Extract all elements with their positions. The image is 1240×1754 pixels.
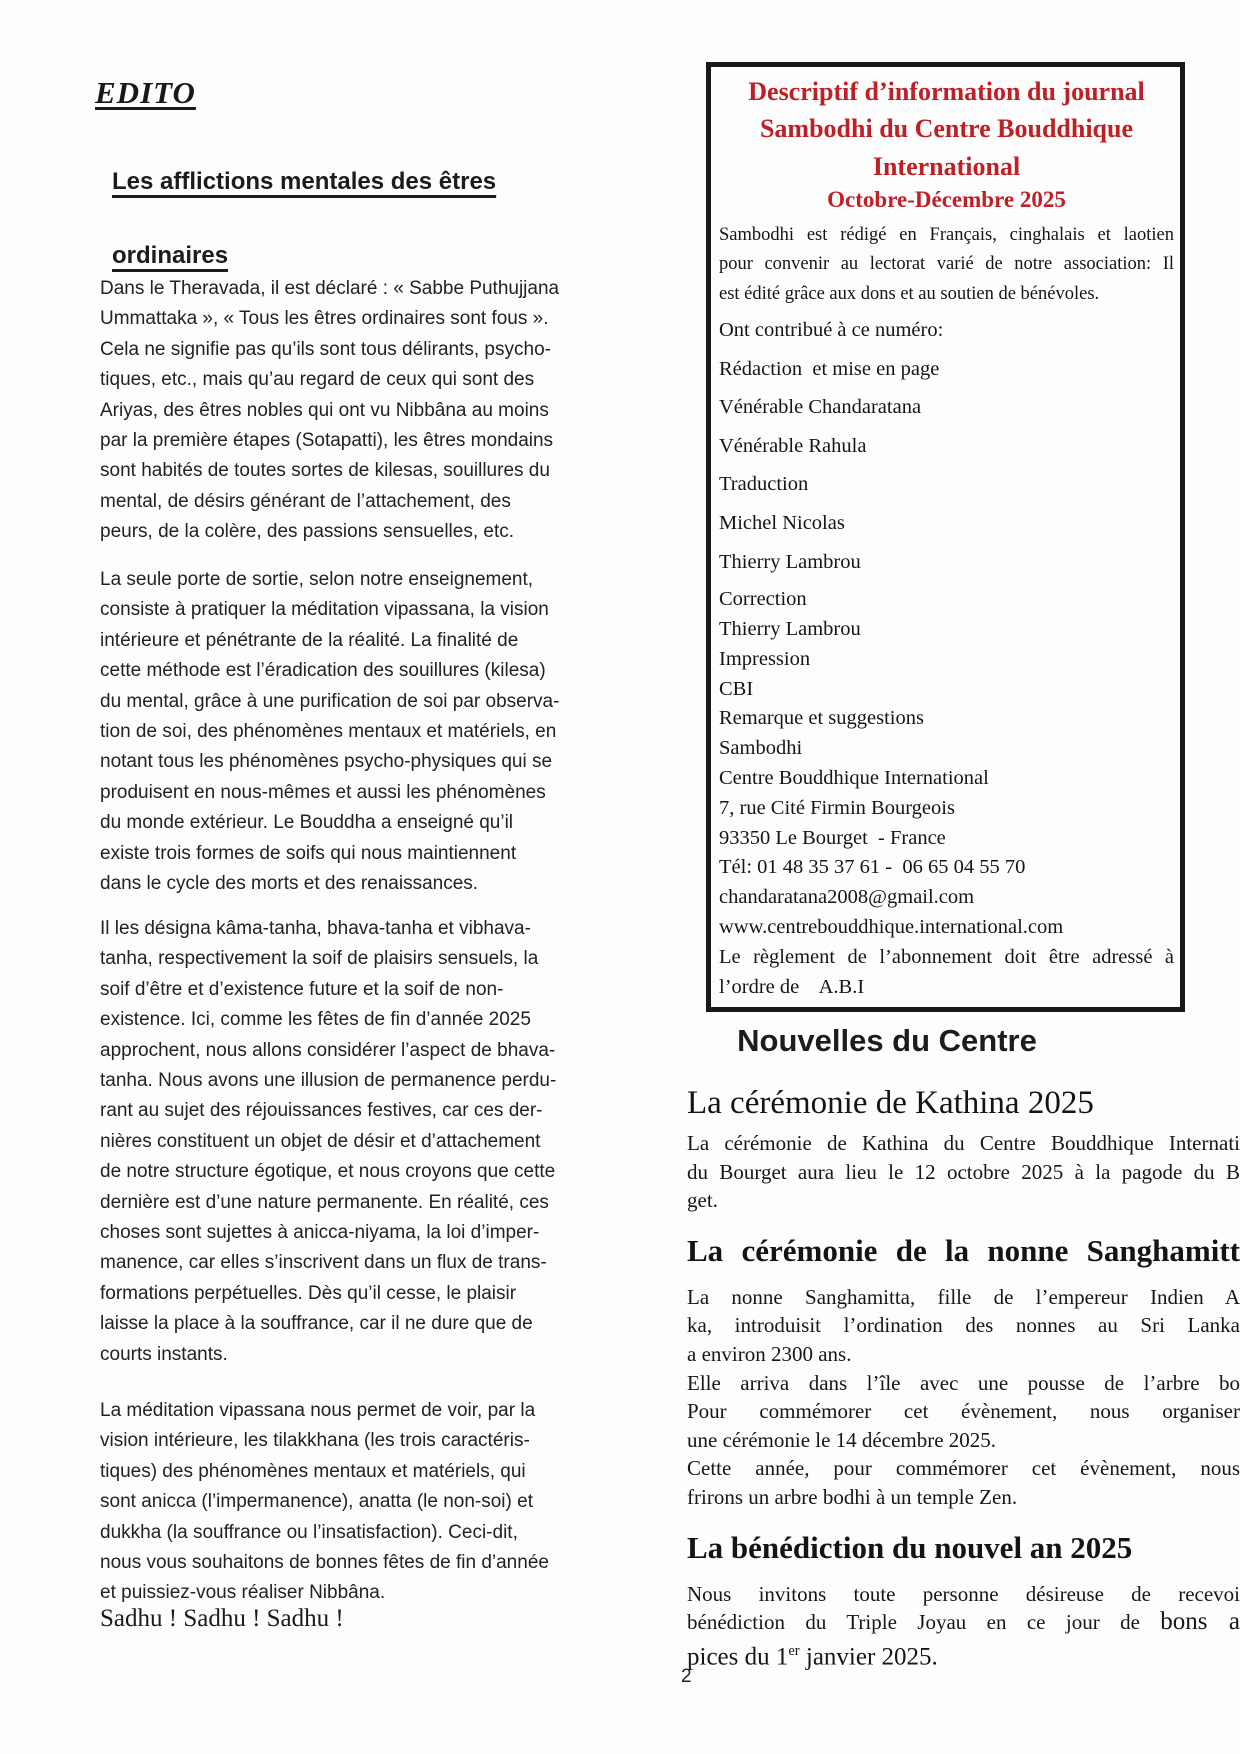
article-paragraph [100,274,559,548]
text-line: dukkha (la souffrance ou l’insatisfaction). Ceci-dit, [100,1521,518,1543]
text-line: ka, introduisit l’ordination des nonnes au Sri Lanka [687,1313,1240,1338]
text-line: rant au sujet des réjouissances festives, car ces der- [100,1100,543,1122]
text-line: choses sont sujettes à anicca-niyama, la loi d’imper- [100,1222,540,1244]
text-line: Elle arriva dans l’île avec une pousse de l’arbre bo [687,1370,1240,1395]
text-line: Sambodhi du Centre Bouddhique [759,114,1134,144]
text-line: de notre structure égotique, et nous croyons que cette [100,1161,556,1183]
text-line: tiques, etc., mais qu’au regard de ceux qui sont des [100,369,535,391]
text-line: Vénérable Rahula [719,434,867,457]
text-line: Il les désigna kâma-tanha, bhava-tanha et vibhava- [100,918,531,939]
text-line: sont anicca (l’impermanence), anatta (le non-soi) et [100,1491,533,1513]
section-heading: La bénédiction du nouvel an 2025 [687,1529,1133,1565]
text-line: du monde extérieur. Le Bouddha a enseigné qu’il [100,812,514,834]
section-heading: La cérémonie de la nonne Sanghamitt [687,1232,1240,1268]
text-line: mental, de désirs générant de l’attachement, des [100,490,511,512]
text-line: nous vous souhaitons de bonnes fêtes de fin d’année [100,1552,549,1574]
text-line: get. [687,1188,718,1213]
section-paragraph [687,1283,1240,1512]
text-line: Sambodhi [719,737,803,760]
text-line: produisent en nous-mêmes et aussi les phénomènes [100,781,546,803]
text-line: 93350 Le Bourget - France [719,826,946,849]
text-fragment: bons a [1160,1608,1240,1636]
contact-list [719,585,1174,1002]
text-line: soif d’être et d’existence future et la soif de non- [100,978,504,1000]
text-line: Centre Bouddhique International [719,766,989,789]
news-section-title: Nouvelles du Centre [737,1023,1037,1058]
text-line: du Bourget aura lieu le 12 octobre 2025 à la pagode du B [687,1159,1240,1184]
text-line: existence. Ici, comme les fêtes de fin d’année 2025 [100,1009,531,1031]
text-line: Michel Nicolas [719,511,845,534]
text-line: Correction [719,588,807,611]
text-line: La méditation vipassana nous permet de voir, par la [100,1400,536,1421]
text-line: par la première étapes (Sotapatti), les êtres mondains [100,430,554,452]
text-line: Rédaction et mise en page [719,357,940,380]
text-line: tanha. Nous avons une illusion de permanence perdu- [100,1070,557,1092]
text-line: CBI [719,677,754,700]
text-fragment: bénédiction du Triple Joyau en ce jour de [687,1610,1161,1635]
issue-period: Octobre-Décembre 2025 [827,187,1066,212]
text-fragment: janvier 2025. [799,1643,938,1671]
text-line: courts instants. [100,1343,228,1365]
text-line: cette méthode est l’éradication des souillures (kilesa) [100,660,546,682]
text-line: existe trois formes de soifs qui nous maintiennent [100,842,517,864]
text-line: Traduction [719,473,809,496]
news-sections [687,1083,1240,1672]
text-line: intérieure et pénétrante de la réalité. La finalité de [100,629,519,651]
text-line: frirons un arbre bodhi à un temple Zen. [687,1484,1018,1509]
text-line: www.centrebouddhique.international.com [719,915,1064,938]
text-line [687,1637,1240,1672]
text-line: tiques) des phénomènes mentaux et matériels, qui [100,1460,526,1482]
text-line: manence, car elles s’inscrivent dans un flux de trans- [100,1252,547,1274]
text-line: et puissiez-vous réaliser Nibbâna. [100,1582,386,1604]
text-line: consiste à pratiquer la méditation vipassana, la vision [100,599,549,621]
text-line: tanha, respectivement la soif de plaisirs sensuels, la [100,948,539,970]
text-line: a environ 2300 ans. [687,1341,852,1366]
text-line: Sambodhi est rédigé en Français, cinghalais et laotien [719,225,1174,245]
text-line: Le règlement de l’abonnement doit être adressé à [719,945,1174,968]
text-line: Cette année, pour commémorer cet évènement, nous [687,1456,1240,1481]
text-line: l’ordre de A.B.I [719,975,865,998]
text-line: Ummattaka », « Tous les êtres ordinaires sont fous ». [100,308,549,330]
text-line: vision intérieure, les tilakkhana (les trois caractéris- [100,1430,530,1452]
text-line: Thierry Lambrou [719,550,861,573]
text-line: Vénérable Chandaratana [719,396,922,419]
article-paragraph [100,1396,549,1609]
text-line: Dans le Theravada, il est déclaré : « Sabbe Puthujjana [100,278,560,299]
text-line: Cela ne signifie pas qu’ils sont tous délirants, psycho- [100,338,551,360]
text-line: 7, rue Cité Firmin Bourgeois [719,796,955,819]
text-line: Thierry Lambrou [719,617,861,640]
text-line: Ariyas, des êtres nobles qui ont vu Nibbâna au moins [100,399,549,421]
section-paragraph [687,1129,1240,1215]
text-line: approchent, nous allons considérer l’aspect de bhava- [100,1039,556,1061]
text-line: du mental, grâce à une purification de soi par observa- [100,690,560,712]
text-line [687,1608,1240,1637]
text-line: notant tous les phénomènes psycho-physiques qui se [100,751,553,773]
text-line: tion de soi, des phénomènes mentaux et matériels, en [100,721,557,743]
article-closing: Sadhu ! Sadhu ! Sadhu ! [100,1605,344,1632]
article-paragraph [100,565,559,899]
text-fragment: pices du 1 [687,1643,789,1671]
text-line: Remarque et suggestions [719,707,924,730]
text-line: International [872,151,1021,181]
page-number: 2 [681,1666,692,1687]
text-line: Tél: 01 48 35 37 61 - 06 65 04 55 70 [719,856,1026,879]
contributors-list [719,350,1174,582]
contributors-heading: Ont contribué à ce numéro: [719,319,944,341]
article-title-line: ordinaires [112,242,229,269]
section-paragraph [687,1580,1240,1672]
text-line: La seule porte de sortie, selon notre enseignement, [100,569,534,590]
text-line: La nonne Sanghamitta, fille de l’empereur Indien A [687,1284,1240,1309]
info-box-intro [719,221,1174,311]
text-line: laisse la place à la souffrance, car il ne dure que de [100,1313,533,1335]
text-line: La cérémonie de Kathina du Centre Bouddhique Internati [687,1131,1240,1155]
section-heading: La cérémonie de Kathina 2025 [687,1085,1094,1121]
text-line: Nous invitons toute personne désireuse de recevoi [687,1581,1240,1606]
text-line: dernière est d’une nature permanente. En réalité, ces [100,1191,549,1213]
text-line: dans le cycle des morts et des renaissances. [100,873,479,895]
text-line: formations perpétuelles. Dès qu’il cesse, le plaisir [100,1282,517,1304]
info-box-title [719,73,1174,185]
text-line: Descriptif d’information du journal [748,77,1145,106]
text-fragment: er [788,1642,800,1659]
edito-label: EDITO [95,75,196,110]
article-paragraph [100,914,556,1370]
article-title-line: Les afflictions mentales des êtres [112,168,497,195]
news-column [687,1022,1240,1672]
info-box [706,62,1185,1012]
text-line: est édité grâce aux dons et au soutien de bénévoles. [719,283,1100,304]
text-line: peurs, de la colère, des passions sensuelles, etc. [100,521,515,543]
text-line: chandaratana2008@gmail.com [719,886,975,909]
text-line: nières constituent un objet de désir et d’attachement [100,1130,541,1152]
text-line: une cérémonie le 14 décembre 2025. [687,1427,997,1452]
text-line: Impression [719,647,811,670]
text-line: pour convenir au lectorat varié de notre association: Il [719,254,1174,275]
text-line: sont habités de toutes sortes de kilesas, souillures du [100,460,550,482]
text-line: Pour commémorer cet évènement, nous organiser [687,1399,1240,1424]
